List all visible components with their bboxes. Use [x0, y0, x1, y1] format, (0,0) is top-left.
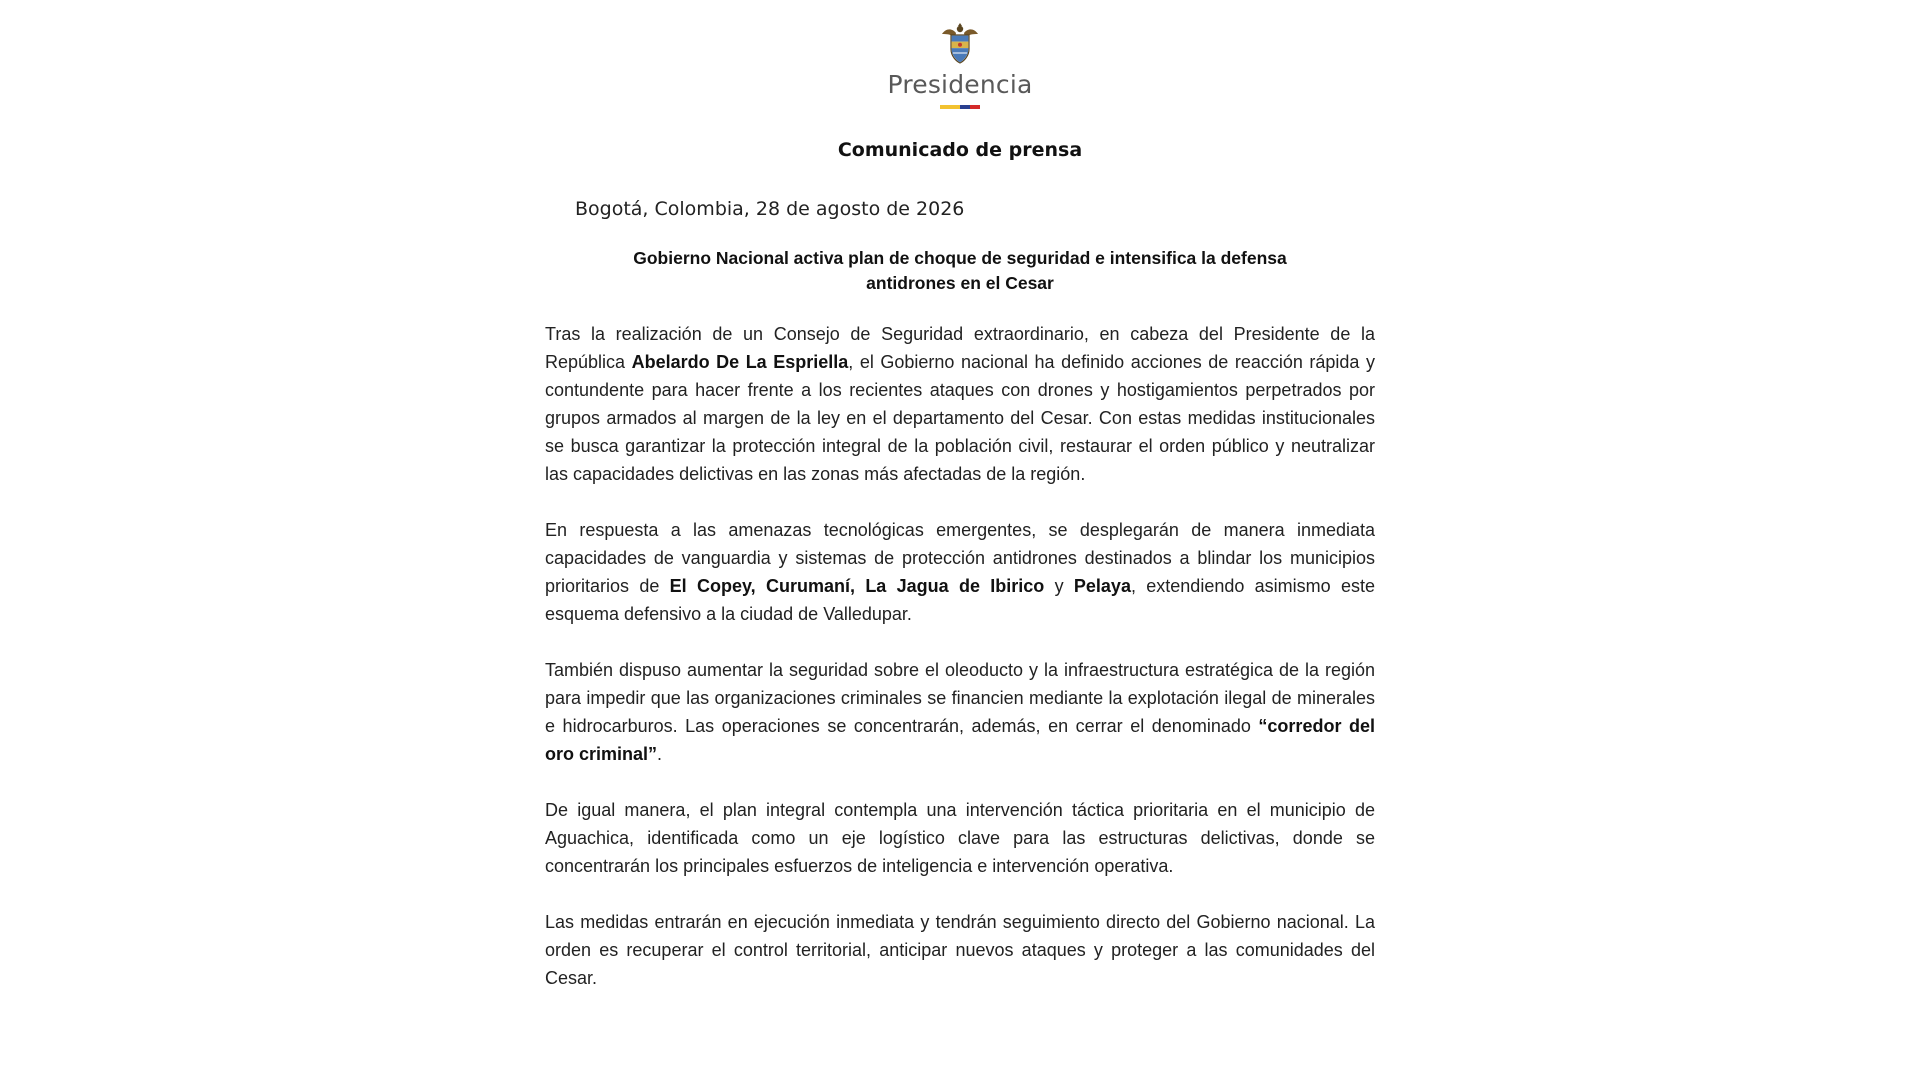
paragraph-5: Las medidas entrarán en ejecución inmediata y tendrán seguimiento directo del Gobierno nacional. La orden es recuperar el control territorial, anticipar nuevos ataques y proteger a las comunidades del Cesar.: [545, 912, 1375, 988]
municipality-name: Curumaní: [765, 576, 850, 596]
text-run: .: [657, 744, 663, 764]
text-run: En respuesta a las amenazas tecnológicas emergentes, se desplegarán de manera inmediata capacidades de vanguardia y sistemas de protección antidrones destinados a blindar los municipios prioritarios de: [545, 520, 1375, 596]
brand-wordmark: Presidencia: [887, 70, 1033, 99]
paragraph-3: [545, 656, 1375, 768]
paragraph-2: [545, 516, 1375, 628]
flag-blue-stripe: [960, 105, 970, 109]
document-type-title: Comunicado de prensa: [837, 139, 1083, 161]
text-run: , extendiendo asimismo este esquema defensivo a la ciudad de Valledupar.: [545, 576, 1376, 624]
president-name: Abelardo De La Espriella: [631, 352, 849, 372]
headline: [545, 246, 1375, 296]
paragraph-4: De igual manera, el plan integral contempla una intervención táctica prioritaria en el municipio de Aguachica, identificada como un eje logístico clave para las estructuras delictivas, donde se concentrarán los principales esfuerzos de inteligencia e intervención operativa.: [545, 800, 1375, 876]
letterhead: [0, 22, 1920, 109]
text-run: y: [1044, 576, 1074, 596]
municipality-name: La Jagua de Ibirico: [865, 576, 1045, 596]
body-text: [545, 320, 1375, 1020]
flag-yellow-stripe: [940, 105, 960, 109]
flag-color-bar: [940, 105, 980, 109]
headline-line-1: Gobierno Nacional activa plan de choque de seguridad e intensifica la defensa: [633, 248, 1287, 268]
municipality-name: El Copey: [669, 576, 751, 596]
text-run: Tras la realización de un Consejo de Seguridad extraordinario, en cabeza del Presidente de la República: [545, 324, 1375, 372]
corridor-name: “corredor del oro criminal”: [545, 716, 1375, 764]
dateline: Bogotá, Colombia, 28 de agosto de 2026: [575, 198, 965, 220]
flag-red-stripe: [970, 105, 980, 109]
colombia-coat-of-arms-icon: [938, 22, 982, 66]
headline-line-2: antidrones en el Cesar: [866, 273, 1054, 293]
text-run: ,: [850, 576, 866, 596]
text-run: También dispuso aumentar la seguridad sobre el oleoducto y la infraestructura estratégica de la región para impedir que las organizaciones criminales se financien mediante la explotación ilegal de minerales e hidrocarburos. Las operaciones se concentrarán, además, en cerrar el denominado: [545, 660, 1375, 736]
municipality-name: Pelaya: [1073, 576, 1131, 596]
text-run: , el Gobierno nacional ha definido acciones de reacción rápida y contundente para hacer frente a los recientes ataques con drones y hostigamientos perpetrados por grupos armados al margen de la ley en el departamento del Cesar. Con estas medidas institucionales se busca garantizar la protección integral de la población civil, restaurar el orden público y neutralizar las capacidades delictivas en las zonas más afectadas de la región.: [545, 352, 1375, 484]
paragraph-1: [545, 320, 1375, 488]
text-run: ,: [750, 576, 766, 596]
